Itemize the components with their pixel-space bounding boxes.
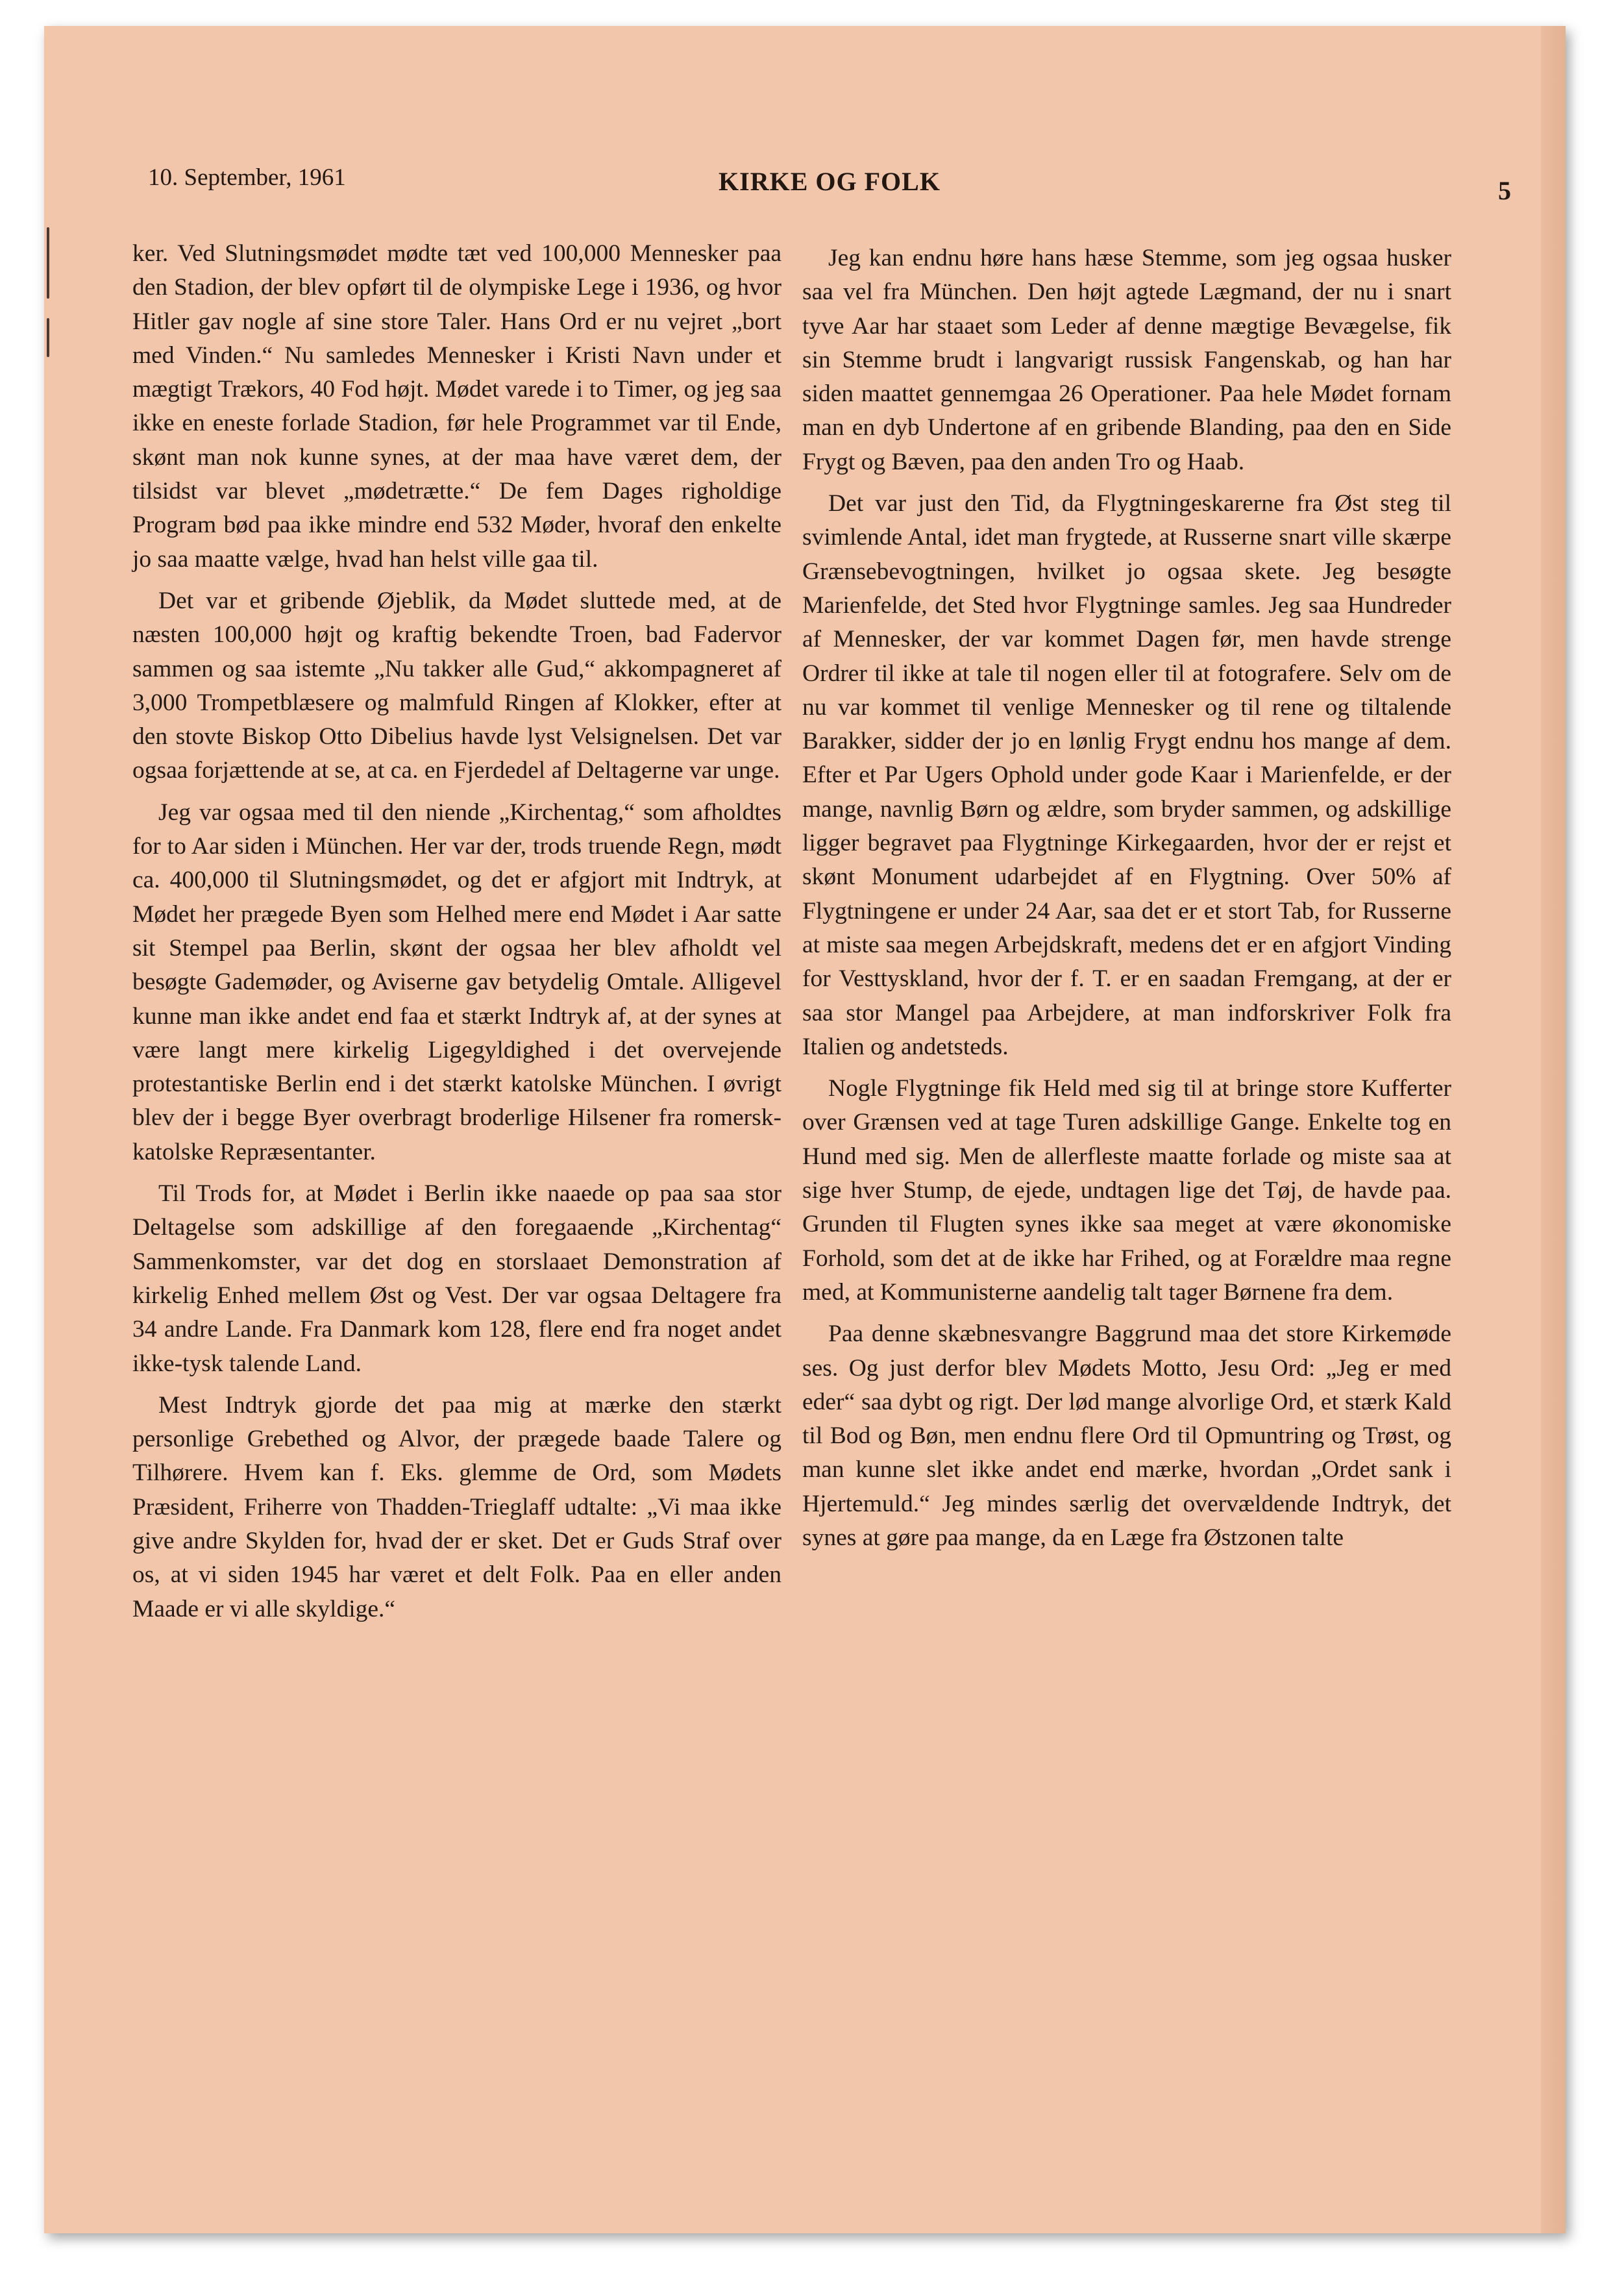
right-column (802, 242, 1451, 1563)
binding-mark-middle (47, 318, 49, 357)
left-paragraph-1: ker. Ved Slutningsmødet mødte tæt ved 100,000 Mennesker paa den Stadion, der blev opført til de olympiske Lege i 1936, og hvor Hitler gav nogle af sine store Taler. Hans Ord er nu vejret „bort med Vinden.“ Nu samledes Mennesker i Kristi Navn under et mægtigt Trækors, 40 Fod højt. Mødet varede i to Timer, og jeg saa ikke en eneste forlade Stadion, før hele Programmet var til Ende, skønt man nok kunne synes, at der maa have været dem, der tilsidst var blevet „mødetrætte.“ De fem Dages righoldige Program bød paa ikke mindre end 532 Møder, hvoraf den enkelte jo saa maatte vælge, hvad han helst ville gaa til. (132, 240, 781, 573)
left-paragraph-4: Til Trods for, at Mødet i Berlin ikke naaede op paa saa stor Deltagelse som adskillige af den foregaaende „Kirchentag“ Sammenkomster, var det dog en storslaaet Demonstration af kirkelig Enhed mellem Øst og Vest. Der var ogsaa Deltagere fra 34 andre Lande. Fra Danmark kom 128, flere end fra noget andet ikke-tysk talende Land. (132, 1180, 781, 1377)
header-date: 10. September, 1961 (148, 164, 346, 191)
left-paragraph-3: Jeg var ogsaa med til den niende „Kirchentag,“ som afholdtes for to Aar siden i München. Her var der, trods truende Regn, mødt ca. 400,000 til Slutningsmødet, og det er afgjort mit Indtryk, at Mødet her prægede Byen som Helhed mere end Mødet i Aar satte sit Stempel paa Berlin, skønt der ogsaa her blev afholdt vel besøgte Gademøder, og Aviserne gav betydelig Omtale. Alligevel kunne man ikke andet end faa et stærkt Indtryk af, at der synes at være langt mere kirkelig Ligegyldighed i det overvejende protestantiske Berlin end i det stærkt katolske München. I øvrigt blev der i begge Byer overbragt broderlige Hilsener fra romersk-katolske Repræsentanter. (132, 799, 781, 1165)
right-paragraph-2: Det var just den Tid, da Flygtningeskarerne fra Øst steg til svimlende Antal, idet man frygtede, at Russerne snart ville skærpe Grænsebevogtningen, hvilket jo ogsaa skete. Jeg besøgte Marienfelde, det Sted hvor Flygtninge samles. Jeg saa Hundreder af Mennesker, der var kommet Dagen før, men havde strenge Ordrer til ikke at tale til nogen eller til at fotografere. Selv om de nu var kommet til venlige Mennesker og til rene og tiltalende Barakker, sidder der jo en lønlig Frygt endnu hos mange af dem. Efter et Par Ugers Ophold under gode Kaar i Marienfelde, er der mange, navnlig Børn og ældre, som bryder sammen, og adskillige ligger begravet paa Flygtninge Kirkegaarden, hvor der er rejst et skønt Monument udarbejdet af en Flygtning. Over 50% af Flygtningene er under 24 Aar, saa det er et stort Tab, for Russerne at miste saa megen Arbejdskraft, medens det er en afgjort Vinding for Vesttyskland, hvor der f. T. er en saadan Fremgang, at der er saa stor Mangel paa Arbejdere, at man indforskriver Folk fra Italien og andetsteds. (802, 490, 1451, 1060)
running-header (148, 136, 1511, 205)
header-title: KIRKE OG FOLK (719, 167, 941, 196)
right-paragraph-1: Jeg kan endnu høre hans hæse Stemme, som jeg ogsaa husker saa vel fra München. Den højt agtede Lægmand, der nu i snart tyve Aar har staaet som Leder af denne mægtige Bevægelse, fik sin Stemme brudt i langvarigt russisk Fangenskab, og han har siden maattet gennemgaa 26 Operationer. Paa hele Mødet fornam man en dyb Undertone af en gribende Blanding, paa den en Side Frygt og Bæven, paa den anden Tro og Haab. (802, 245, 1451, 475)
left-paragraph-5: Mest Indtryk gjorde det paa mig at mærke den stærkt personlige Grebethed og Alvor, der prægede baade Talere og Tilhørere. Hvem kan f. Eks. glemme de Ord, som Mødets Præsident, Friherre von Thadden-Trieglaff udtalte: „Vi maa ikke give andre Skylden for, hvad der er sket. Det er Guds Straf over os, at vi siden 1945 har været et delt Folk. Paa en eller anden Maade er vi alle skyldige.“ (132, 1391, 781, 1622)
page-edge-shadow (1541, 26, 1566, 2233)
right-paragraph-4: Paa denne skæbnesvangre Baggrund maa det store Kirkemøde ses. Og just derfor blev Mødets Motto, Jesu Ord: „Jeg er med eder“ saa dybt og rigt. Der lød mange alvorlige Ord, et stærk Kald til Bod og Bøn, men endnu flere Ord til Opmuntring og Trøst, og man kunne slet ikke andet end mærke, hvordan „Ordet sank i Hjertemuld.“ Jeg mindes særlig det overvældende Indtryk, det synes at gøre paa mange, da en Læge fra Østzonen talte (802, 1321, 1451, 1551)
binding-mark-top (47, 227, 49, 299)
page-number: 5 (1498, 176, 1511, 205)
right-paragraph-3: Nogle Flygtninge fik Held med sig til at bringe store Kufferter over Grænsen ved at tage Turen adskillige Gange. Enkelte tog en Hund med sig. Men de allerfleste maatte forlade og miste saa at sige hver Stump, de ejede, undtagen lige det Tøj, de havde paa. Grunden til Flugten synes ikke saa meget at være økonomiske Forhold, som det at de ikke har Frihed, og at Forældre maa regne med, at Kommunisterne aandelig talt tager Børnene fra dem. (802, 1075, 1451, 1306)
left-column (132, 237, 781, 1634)
left-paragraph-2: Det var et gribende Øjeblik, da Mødet sluttede med, at de næsten 100,000 højt og kraftig bekendte Troen, bad Fadervor sammen og saa istemte „Nu takker alle Gud,“ akkompagneret af 3,000 Trompetblæsere og malmfuld Ringen af Klokker, efter at den stovte Biskop Otto Dibelius havde lyst Velsignelsen. Det var ogsaa forjættende at se, at ca. en Fjerdedel af Deltagerne var unge. (132, 587, 781, 784)
magazine-page (44, 26, 1566, 2233)
